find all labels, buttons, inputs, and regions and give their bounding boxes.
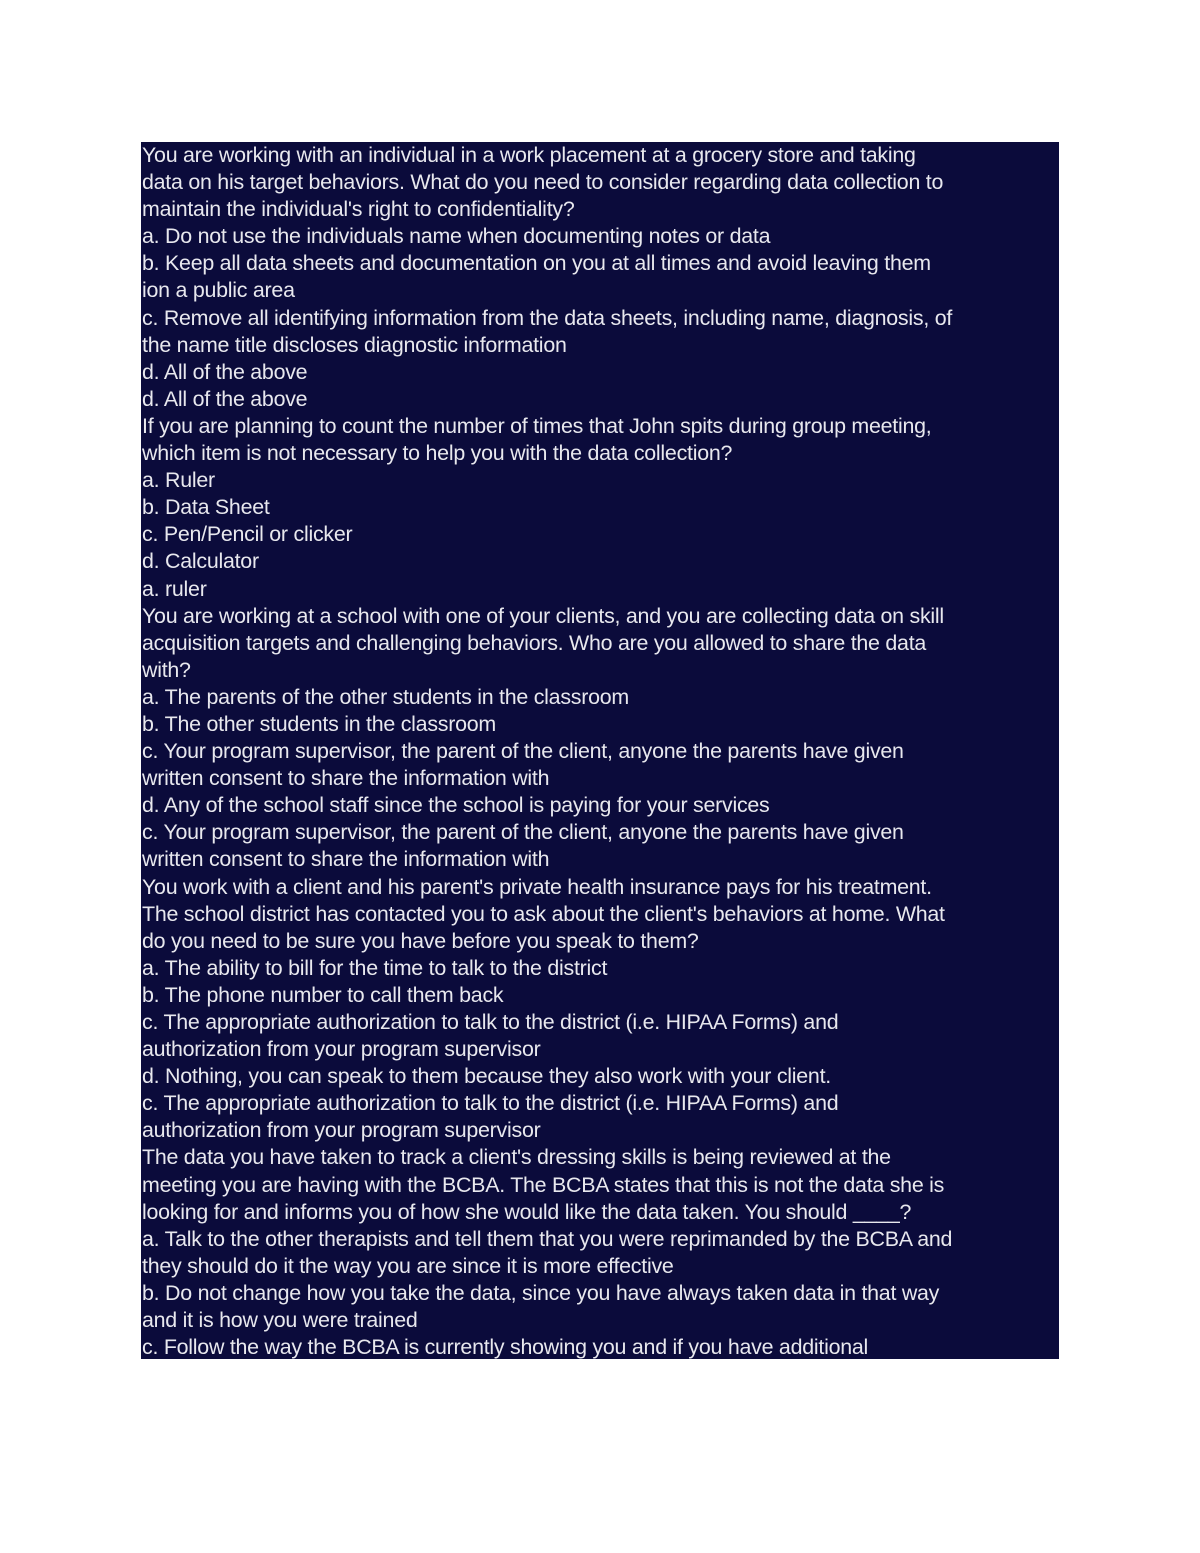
text-line: You work with a client and his parent's private health insurance pays for his treatment. (142, 874, 932, 899)
text-line: authorization from your program supervisor (142, 1118, 541, 1143)
text-line: maintain the individual's right to confidentiality? (142, 197, 575, 222)
text-line: meeting you are having with the BCBA. The BCBA states that this is not the data she is (142, 1172, 945, 1197)
text-line: The data you have taken to track a client's dressing skills is being reviewed at the (142, 1145, 891, 1170)
text-line: a. Talk to the other therapists and tell them that you were reprimanded by the BCBA and (142, 1226, 953, 1251)
text-line: written consent to share the information with (142, 847, 550, 872)
text-line: You are working at a school with one of your clients, and you are collecting data on skill (142, 603, 944, 628)
text-line: looking for and informs you of how she would like the data taken. You should ____? (142, 1199, 912, 1224)
text-line: c. Remove all identifying information from the data sheets, including name, diagnosis, of (142, 305, 953, 330)
text-line: d. Nothing, you can speak to them because they also work with your client. (142, 1064, 831, 1089)
text-block (141, 142, 1059, 1359)
text-line: b. Keep all data sheets and documentation on you at all times and avoid leaving them (142, 251, 931, 276)
text-line: which item is not necessary to help you with the data collection? (142, 441, 733, 466)
text-line: c. Your program supervisor, the parent of the client, anyone the parents have given (142, 739, 904, 764)
text-line: authorization from your program supervisor (142, 1037, 541, 1062)
text-line: b. The other students in the classroom (142, 711, 496, 736)
text-line: written consent to share the information with (142, 766, 550, 791)
text-line: a. Do not use the individuals name when documenting notes or data (142, 224, 771, 249)
text-line: a. The parents of the other students in the classroom (142, 684, 629, 709)
text-line: b. Data Sheet (142, 495, 270, 520)
text-line: The school district has contacted you to ask about the client's behaviors at home. What (142, 901, 945, 926)
text-line: a. The ability to bill for the time to talk to the district (142, 955, 608, 980)
text-line: the name title discloses diagnostic information (142, 332, 567, 357)
text-line: they should do it the way you are since it is more effective (142, 1253, 674, 1278)
text-line: b. Do not change how you take the data, since you have always taken data in that way (142, 1280, 940, 1305)
text-line: d. All of the above (142, 359, 308, 384)
text-line: You are working with an individual in a work placement at a grocery store and taking (142, 143, 916, 167)
text-line: data on his target behaviors. What do you need to consider regarding data collection to (142, 170, 944, 195)
text-line: c. The appropriate authorization to talk to the district (i.e. HIPAA Forms) and (142, 1091, 839, 1116)
text-line: b. The phone number to call them back (142, 982, 504, 1007)
text-line: c. Follow the way the BCBA is currently showing you and if you have additional (142, 1335, 869, 1359)
text-line: with? (142, 657, 191, 682)
text-line: c. Your program supervisor, the parent of the client, anyone the parents have given (142, 820, 904, 845)
text-line: a. Ruler (142, 468, 215, 493)
text-line: d. Calculator (142, 549, 259, 574)
text-line: do you need to be sure you have before you speak to them? (142, 928, 699, 953)
text-line: a. ruler (142, 576, 207, 601)
text-line: If you are planning to count the number of times that John spits during group meeting, (142, 413, 932, 438)
text-line: acquisition targets and challenging behaviors. Who are you allowed to share the data (142, 630, 927, 655)
text-line: c. Pen/Pencil or clicker (142, 522, 353, 547)
text-line: ion a public area (142, 278, 295, 303)
text-line: d. Any of the school staff since the school is paying for your services (142, 793, 770, 818)
text-line: and it is how you were trained (142, 1308, 418, 1333)
text-line: d. All of the above (142, 386, 308, 411)
text-line: c. The appropriate authorization to talk to the district (i.e. HIPAA Forms) and (142, 1010, 839, 1034)
